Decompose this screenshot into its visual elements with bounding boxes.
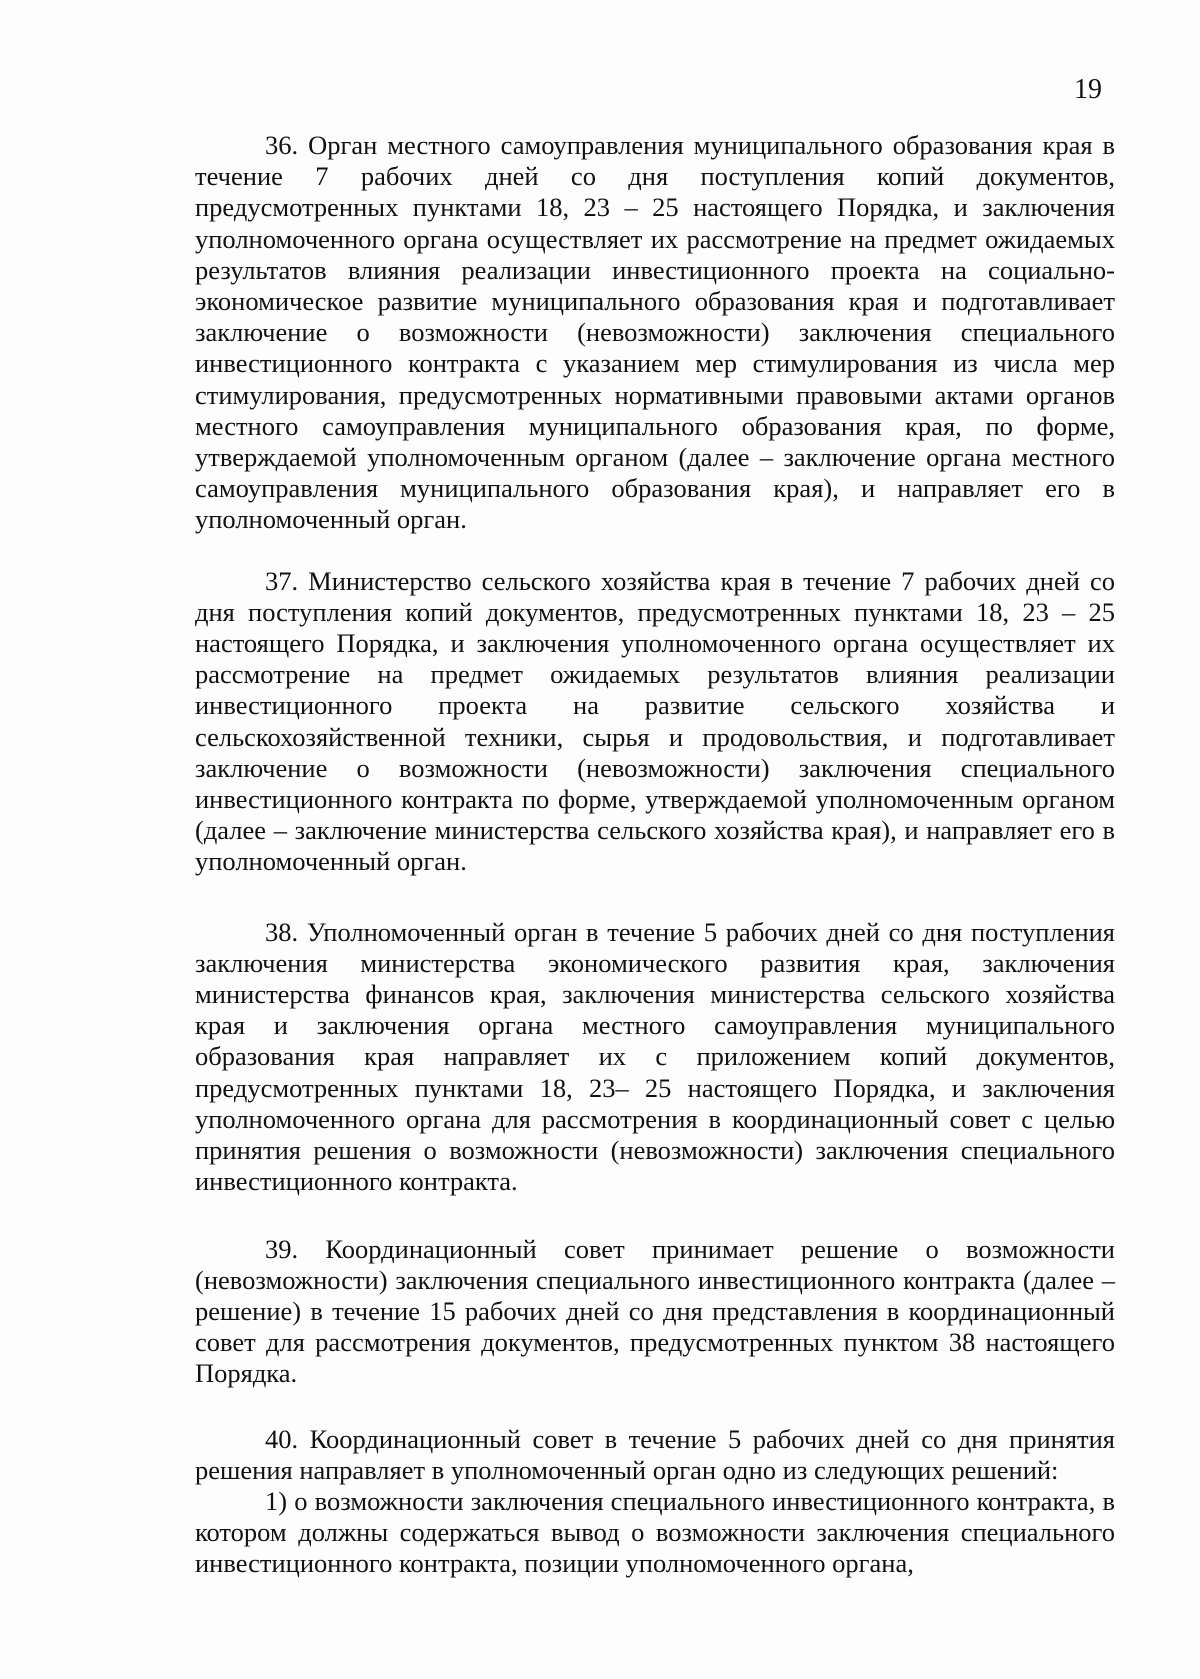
paragraph-40: 40. Координационный совет в течение 5 рабочих дней со дня принятия решения направляет в уполномоченный орган одно из следующих решений: (195, 1423, 1115, 1485)
paragraph-39: 39. Координационный совет принимает решение о возможности (невозможности) заключения специального инвестиционного контракта (далее – решение) в течение 15 рабочих дней со дня представления в координационный совет для рассмотрения документов, предусмотренных пунктом 38 настоящего Порядка. (195, 1233, 1115, 1389)
paragraph-37: 37. Министерство сельского хозяйства края в течение 7 рабочих дней со дня поступления копий документов, предусмотренных пунктами 18, 23 – 25 настоящего Порядка, и заключения уполномоченного органа осуществляет их рассмотрение на предмет ожидаемых результатов влияния реализации инвестиционного проекта на развитие сельского хозяйства и сельскохозяйственной техники, сырья и продовольствия, и подготавливает заключение о возможности (невозможности) заключения специального инвестиционного контракта по форме, утверждаемой уполномоченным органом (далее – заключение министерства сельского хозяйства края), и направляет его в уполномоченный орган. (195, 565, 1115, 877)
page-number: 19 (1074, 74, 1102, 105)
paragraph-36: 36. Орган местного самоуправления муниципального образования края в течение 7 рабочих дней со дня поступления копий документов, предусмотренных пунктами 18, 23 – 25 настоящего Порядка, и заключения уполномоченного органа осуществляет их рассмотрение на предмет ожидаемых результатов влияния реализации инвестиционного проекта на социально-экономическое развитие муниципального образования края и подготавливает заключение о возможности (невозможности) заключения специального инвестиционного контракта с указанием мер стимулирования из числа мер стимулирования, предусмотренных нормативными правовыми актами органов местного самоуправления муниципального образования края, по форме, утверждаемой уполномоченным органом (далее – заключение органа местного самоуправления муниципального образования края), и направляет его в уполномоченный орган. (195, 130, 1115, 535)
document-body (195, 130, 1115, 1580)
paragraph-40-item-1: 1) о возможности заключения специального инвестиционного контракта, в котором должны содержаться вывод о возможности заключения специального инвестиционного контракта, позиции уполномоченного органа, (195, 1485, 1115, 1579)
paragraph-38: 38. Уполномоченный орган в течение 5 рабочих дней со дня поступления заключения министерства экономического развития края, заключения министерства финансов края, заключения министерства сельского хозяйства края и заключения органа местного самоуправления муниципального образования края направляет их с приложением копий документов, предусмотренных пунктами 18, 23– 25 настоящего Порядка, и заключения уполномоченного органа для рассмотрения в координационный совет с целью принятия решения о возможности (невозможности) заключения специального инвестиционного контракта. (195, 916, 1115, 1197)
